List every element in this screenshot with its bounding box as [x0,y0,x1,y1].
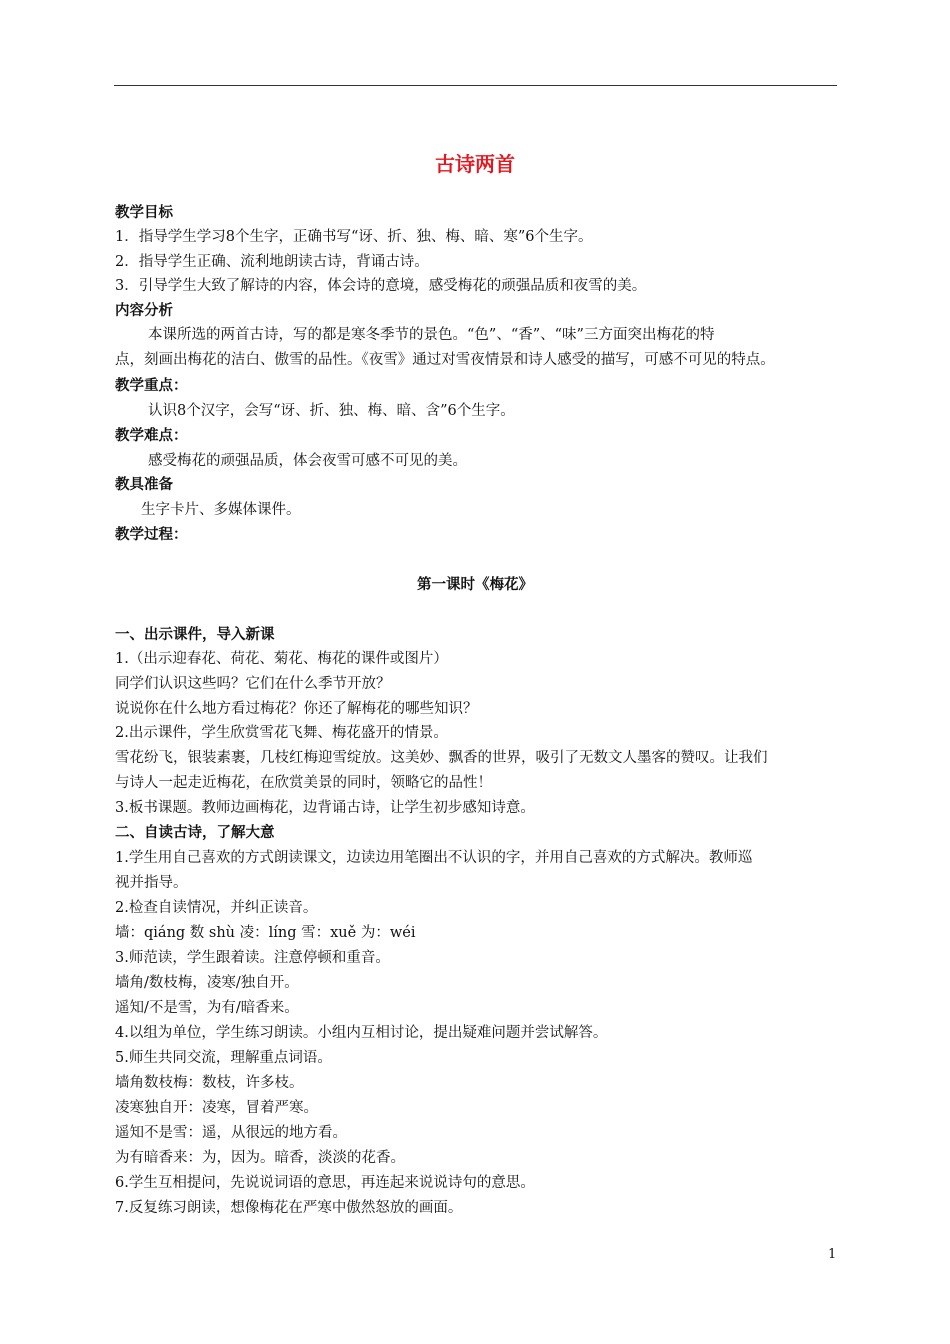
section-heading: 一、出示课件，导入新课 [115,627,275,643]
text-line: 为有暗香来：为，因为。暗香，淡淡的花香。 [115,1150,405,1166]
text-line: 2．指导学生正确、流利地朗读古诗，背诵古诗。 [115,254,429,270]
section-heading: 教学目标 [115,205,173,221]
text-line: 凌寒独自开：凌寒，冒着严寒。 [115,1100,318,1116]
text-line: 视并指导。 [115,875,188,891]
text-line: 墙角/数枝梅，凌寒/独自开。 [115,975,299,991]
text-line: 雪花纷飞，银装素裹，几枝红梅迎雪绽放。这美妙、飘香的世界，吸引了无数文人墨客的赞叹。让我们 [115,750,768,766]
text-line: 3.师范读，学生跟着读。注意停顿和重音。 [115,950,390,966]
text-line: 认识8个汉字，会写“讶、折、独、梅、暗、含”6个生字。 [148,403,515,419]
text-line: 感受梅花的顽强品质，体会夜雪可感不可见的美。 [148,453,467,469]
header-rule [114,85,837,86]
text-line: 点，刻画出梅花的洁白、傲雪的品性。《夜雪》通过对雪夜情景和诗人感受的描写，可感不可见的特点。 [115,352,775,368]
text-line: 3.板书课题。教师边画梅花，边背诵古诗，让学生初步感知诗意。 [115,800,535,816]
section-heading: 教具准备 [115,477,173,493]
section-heading: 二、自读古诗，了解大意 [115,825,275,841]
section-heading: 第一课时《梅花》 [417,577,533,593]
text-line: 本课所选的两首古诗，写的都是寒冬季节的景色。“色”、“香”、“味”三方面突出梅花的特 [148,327,715,343]
text-line: 2.出示课件，学生欣赏雪花飞舞、梅花盛开的情景。 [115,725,448,741]
text-line: 4.以组为单位，学生练习朗读。小组内互相讨论，提出疑难问题并尝试解答。 [115,1025,608,1041]
text-line: 墙：qiáng 数 shù 凌：líng 雪：xuě 为：wéi [115,925,416,941]
text-line: 墙角数枝梅：数枝，许多枝。 [115,1075,304,1091]
text-line: 遥知不是雪：遥，从很远的地方看。 [115,1125,347,1141]
text-line: 遥知/不是雪，为有/暗香来。 [115,1000,299,1016]
section-heading: 教学难点： [115,428,188,444]
text-line: 说说你在什么地方看过梅花？你还了解梅花的哪些知识？ [115,701,478,717]
page-number: 1 [828,1247,837,1262]
text-line: 7.反复练习朗读，想像梅花在严寒中傲然怒放的画面。 [115,1200,463,1216]
section-heading: 教学过程： [115,527,188,543]
text-line: 6.学生互相提问，先说说词语的意思，再连起来说说诗句的意思。 [115,1175,535,1191]
section-heading: 内容分析 [115,303,173,319]
text-line: 同学们认识这些吗？它们在什么季节开放？ [115,676,391,692]
text-line: 1．指导学生学习8个生字，正确书写“讶、折、独、梅、暗、寒”6个生字。 [115,229,593,245]
text-line: 与诗人一起走近梅花，在欣赏美景的同时，领略它的品性！ [115,775,492,791]
text-line: 1.（出示迎春花、荷花、菊花、梅花的课件或图片） [115,651,448,667]
text-line: 3．引导学生大致了解诗的内容，体会诗的意境，感受梅花的顽强品质和夜雪的美。 [115,278,647,294]
document-title: 古诗两首 [435,152,515,176]
text-line: 5.师生共同交流，理解重点词语。 [115,1050,332,1066]
text-line: 生字卡片、多媒体课件。 [141,502,301,518]
section-heading: 教学重点： [115,378,188,394]
text-line: 1.学生用自己喜欢的方式朗读课文，边读边用笔圈出不认识的字，并用自己喜欢的方式解决。教师巡 [115,850,753,866]
text-line: 2.检查自读情况，并纠正读音。 [115,900,318,916]
